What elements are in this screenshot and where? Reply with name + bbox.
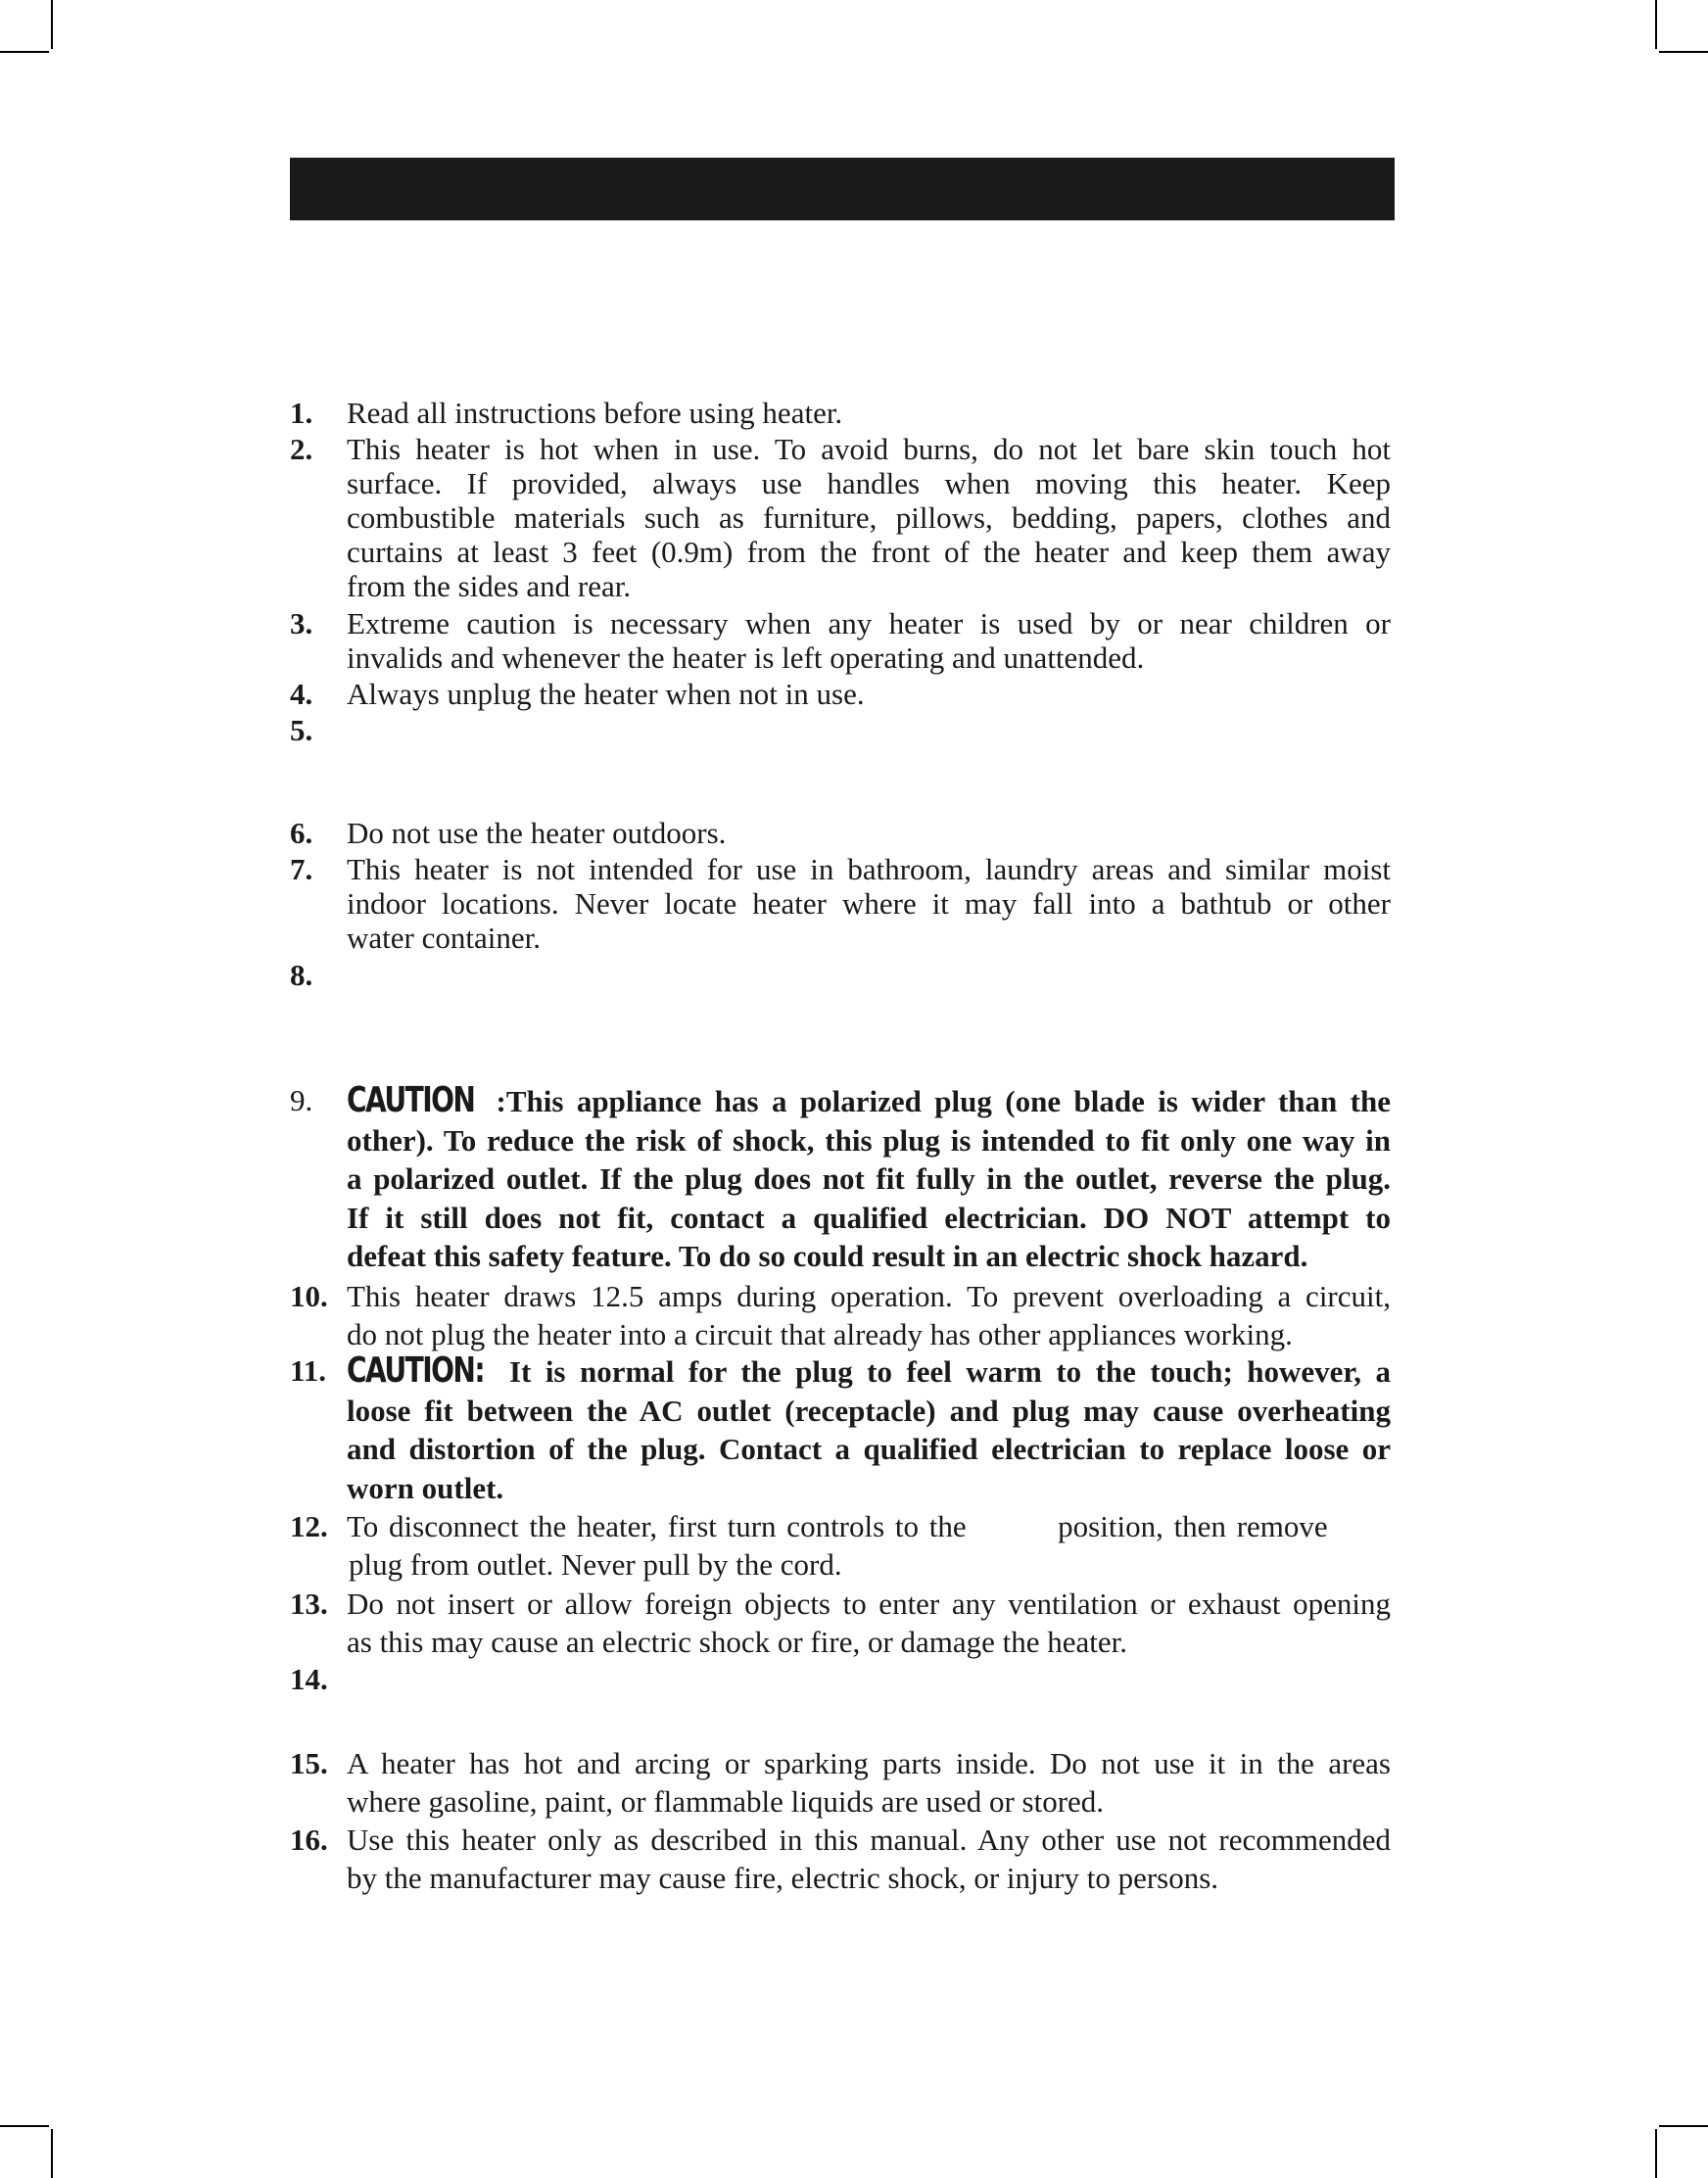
item-number: 8. xyxy=(290,958,313,992)
caution-label: CAUTION xyxy=(347,1080,475,1120)
header-bar xyxy=(290,158,1395,220)
caution-label: CAUTION: xyxy=(347,1350,485,1391)
item-number: 15. xyxy=(290,1746,328,1780)
item-text: surface. If provided, always use handles when moving this heater. Keep xyxy=(347,466,1391,500)
item-text: do not plug the heater into a circuit that already has other appliances working. xyxy=(347,1317,1293,1351)
item-text: If it still does not fit, contact a qualified electrician. DO NOT attempt to xyxy=(347,1200,1391,1235)
crop-mark xyxy=(1659,2125,1708,2127)
item-text: curtains at least 3 feet (0.9m) from the front of the heater and keep them away xyxy=(347,535,1391,569)
crop-mark xyxy=(1655,0,1657,49)
item-number: 2. xyxy=(290,432,313,466)
item-text: as this may cause an electric shock or fire, or damage the heater. xyxy=(347,1625,1128,1659)
item-text: loose fit between the AC outlet (receptacle) and plug may cause overheating xyxy=(347,1393,1391,1428)
crop-mark xyxy=(51,0,53,49)
item-text: Extreme caution is necessary when any heater is used by or near children or xyxy=(347,606,1391,640)
item-number: 9. xyxy=(290,1083,313,1117)
item-text: position, then remove xyxy=(1058,1509,1328,1543)
item-number: 11. xyxy=(290,1353,327,1388)
item-number: 3. xyxy=(290,606,313,640)
item-text: defeat this safety feature. To do so could result in an electric shock hazard. xyxy=(347,1239,1308,1273)
item-text: and distortion of the plug. Contact a qualified electrician to replace loose or xyxy=(347,1432,1391,1466)
item-number: 1. xyxy=(290,396,313,430)
item-number: 10. xyxy=(290,1279,328,1313)
item-number: 13. xyxy=(290,1586,328,1621)
item-text: Use this heater only as described in this manual. Any other use not recommended xyxy=(347,1823,1391,1857)
crop-mark xyxy=(1655,2129,1657,2178)
item-text: combustible materials such as furniture, pillows, bedding, papers, clothes and xyxy=(347,500,1391,535)
item-text: A heater has hot and arcing or sparking parts inside. Do not use it in the areas xyxy=(347,1746,1391,1780)
item-text: This heater is hot when in use. To avoid burns, do not let bare skin touch hot xyxy=(347,432,1391,466)
crop-mark xyxy=(0,51,49,53)
item-text: To disconnect the heater, first turn controls to the xyxy=(347,1509,967,1543)
item-text: a polarized outlet. If the plug does not fit fully in the outlet, reverse the plug. xyxy=(347,1161,1391,1196)
item-number: 14. xyxy=(290,1662,328,1696)
item-number: 16. xyxy=(290,1823,328,1857)
item-text: This heater draws 12.5 amps during operation. To prevent overloading a circuit, xyxy=(347,1279,1391,1313)
item-text: by the manufacturer may cause fire, electric shock, or injury to persons. xyxy=(347,1861,1219,1895)
item-text: This heater is not intended for use in bathroom, laundry areas and similar moist xyxy=(347,852,1391,886)
crop-mark xyxy=(1659,51,1708,53)
item-text: from the sides and rear. xyxy=(347,569,632,603)
crop-mark xyxy=(51,2129,53,2178)
item-text: indoor locations. Never locate heater where it may fall into a bathtub or other xyxy=(347,886,1391,921)
item-text: :This appliance has a polarized plug (one blade is wider than the xyxy=(496,1084,1392,1118)
item-text: worn outlet. xyxy=(347,1470,504,1505)
item-number: 12. xyxy=(290,1509,328,1543)
item-text: Do not use the heater outdoors. xyxy=(347,816,727,850)
item-text: invalids and whenever the heater is left operating and unattended. xyxy=(347,640,1145,675)
item-number: 6. xyxy=(290,816,313,850)
item-text: where gasoline, paint, or flammable liquids are used or stored. xyxy=(347,1784,1105,1819)
item-number: 5. xyxy=(290,713,313,747)
item-number: 7. xyxy=(290,852,313,886)
item-text: plug from outlet. Never pull by the cord. xyxy=(349,1547,842,1582)
item-number: 4. xyxy=(290,677,313,711)
item-text: It is normal for the plug to feel warm to the touch; however, a xyxy=(508,1354,1392,1389)
item-text: Read all instructions before using heater. xyxy=(347,396,843,430)
item-text: water container. xyxy=(347,921,541,955)
item-text: other). To reduce the risk of shock, this plug is intended to fit only one way in xyxy=(347,1122,1391,1158)
crop-mark xyxy=(0,2125,49,2127)
item-text: Do not insert or allow foreign objects to enter any ventilation or exhaust opening xyxy=(347,1586,1391,1621)
item-text: Always unplug the heater when not in use. xyxy=(347,677,865,711)
